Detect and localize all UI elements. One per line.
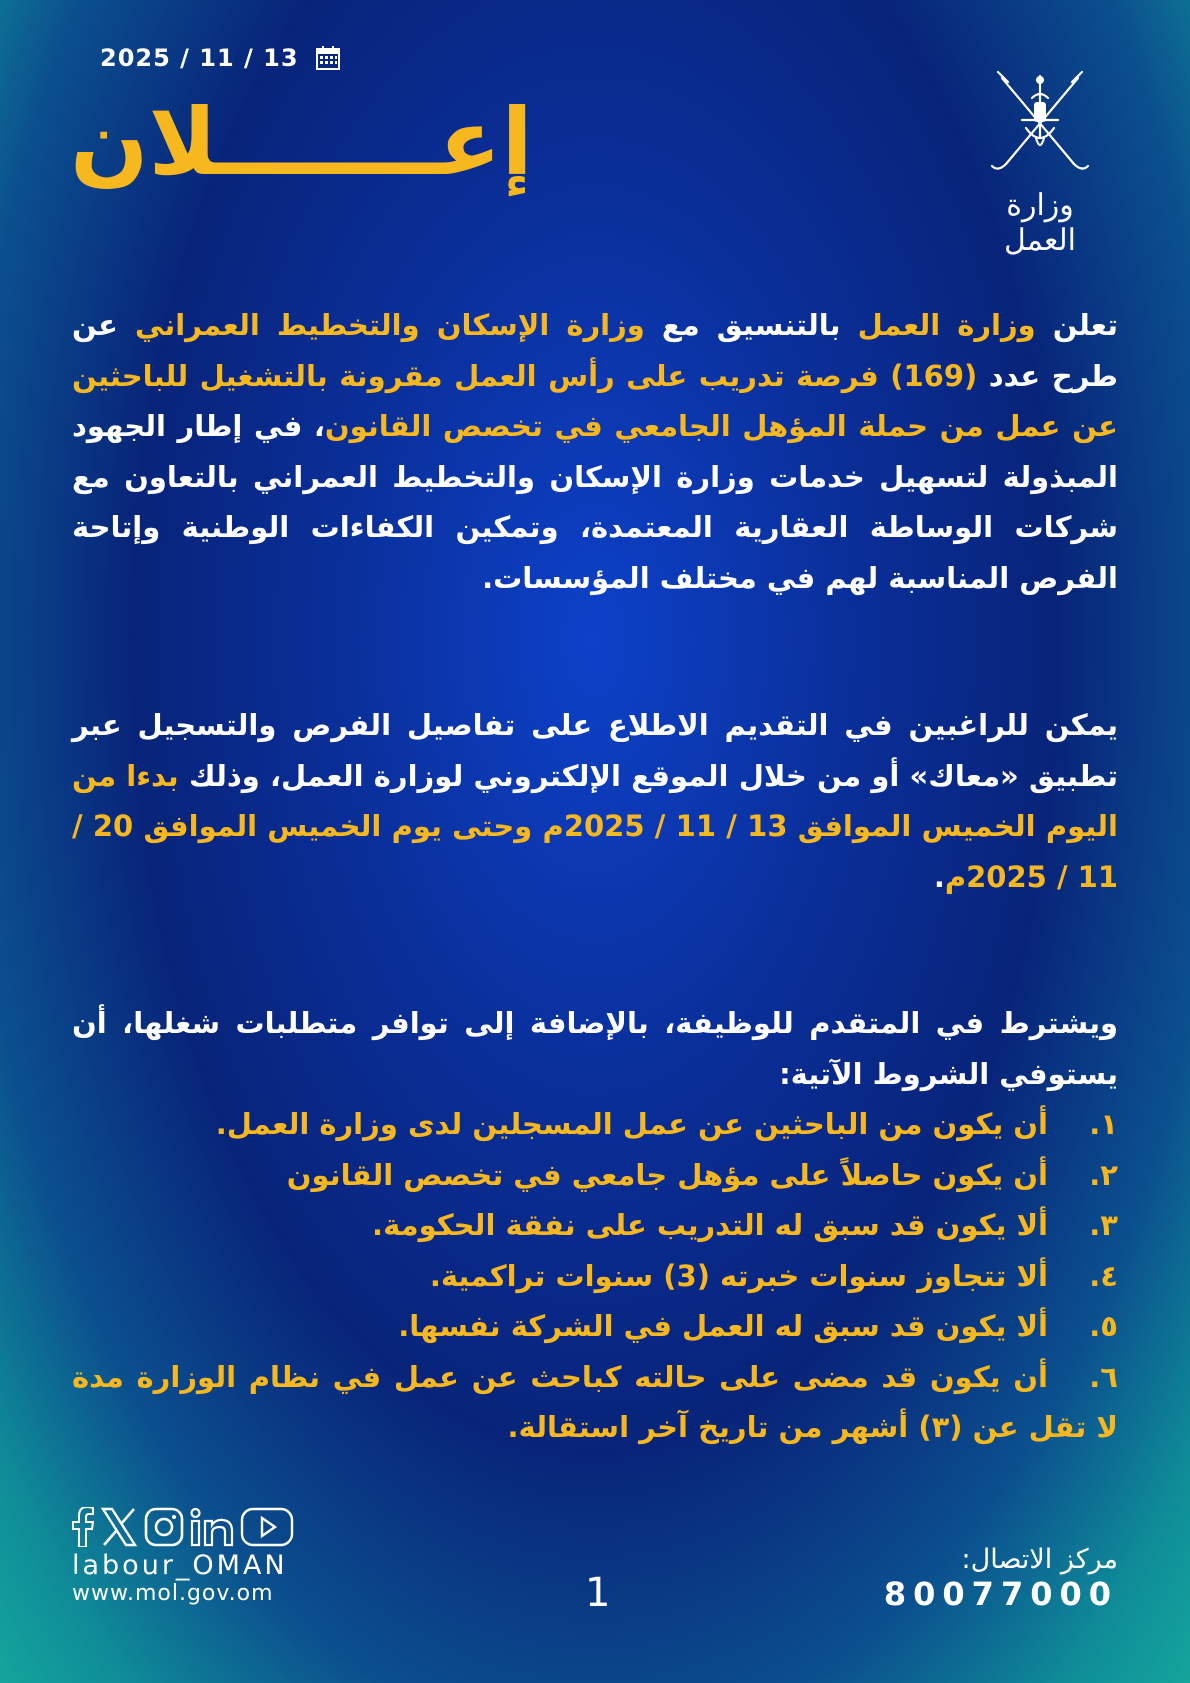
conditions-list <box>72 1099 1118 1453</box>
text-segment: ، في إطار الجهود المبذولة لتسهيل خدمات وزارة الإسكان والتخطيط العمراني بالتعاون مع شركات الوساطة العقارية المعتمدة، وتمكين الكفاءات الوطنية وإتاحة الفرص المناسبة لهم في مختلف المؤسسات. <box>72 409 1118 595</box>
list-item <box>72 1301 1118 1352</box>
highlight-dates: بدءا من اليوم الخميس الموافق 13 / 11 / 2025م وحتى يوم الخميس الموافق 20 / 11 / 2025م <box>72 758 1118 894</box>
highlight-ministry-housing: وزارة الإسكان والتخطيط العمراني <box>134 308 645 342</box>
list-item <box>72 1251 1118 1302</box>
ministry-logo-text: وزارة العمل <box>1003 188 1076 258</box>
text-segment: تعلن <box>1035 308 1118 342</box>
conditions-intro: ويشترط في المتقدم للوظيفة، بالإضافة إلى توافر متطلبات شغلها، أن يستوفي الشروط الآتية: <box>72 1006 1118 1091</box>
list-number: ٦. <box>1089 1359 1118 1394</box>
list-number: ٢. <box>1089 1157 1118 1192</box>
calendar-icon <box>315 45 341 71</box>
date-row <box>100 44 341 72</box>
call-center-label: مركز الاتصال: <box>961 1544 1118 1575</box>
page-number: 1 <box>585 1570 611 1616</box>
application-paragraph <box>72 700 1118 902</box>
social-icons <box>72 1506 294 1548</box>
linkedin-icon[interactable] <box>190 1507 234 1547</box>
list-number: ٣. <box>1089 1208 1118 1242</box>
social-footer <box>72 1506 294 1606</box>
list-item <box>72 1200 1118 1251</box>
list-item <box>72 1099 1118 1150</box>
text-segment: بالتنسيق مع <box>644 308 858 342</box>
list-item <box>72 1150 1118 1201</box>
call-center-number[interactable]: 80077000 <box>883 1575 1118 1613</box>
list-item <box>72 1352 1118 1453</box>
page-title: إعـــــــلان <box>70 89 533 196</box>
list-number: ١. <box>1089 1107 1118 1141</box>
youtube-icon[interactable] <box>240 1506 294 1548</box>
highlight-opportunities: (169) فرصة تدريب على رأس العمل مقرونة بالتشغيل للباحثين عن عمل من حملة المؤهل الجامعي في تخصص القانون <box>72 358 1118 443</box>
facebook-icon[interactable] <box>72 1507 94 1547</box>
ministry-logo <box>980 68 1100 258</box>
text-segment: . <box>933 859 945 894</box>
social-handle[interactable]: labour_OMAN <box>72 1550 288 1581</box>
list-text: ألا يكون قد سبق له العمل في الشركة نفسها. <box>398 1309 1048 1343</box>
website-link[interactable]: www.mol.gov.om <box>72 1581 274 1606</box>
list-number: ٥. <box>1089 1309 1118 1343</box>
announcement-date: 2025 / 11 / 13 <box>100 44 299 72</box>
text-segment: يمكن للراغبين في التقديم الاطلاع على تفاصيل الفرص والتسجيل عبر تطبيق «معاك» أو من خلال الموقع الإلكتروني لوزارة العمل، وذلك <box>72 708 1118 793</box>
list-text: أن يكون حاصلاً على مؤهل جامعي في تخصص القانون <box>286 1157 1048 1192</box>
conditions-section <box>72 998 1118 1453</box>
list-text: ألا تتجاوز سنوات خبرته (3) سنوات تراكمية. <box>429 1258 1048 1293</box>
text-segment: عن طرح عدد <box>72 308 1118 393</box>
x-icon[interactable] <box>100 1507 138 1547</box>
list-number: ٤. <box>1089 1258 1118 1293</box>
highlight-ministry-labour: وزارة العمل <box>857 308 1036 342</box>
list-text: ألا يكون قد سبق له التدريب على نفقة الحكومة. <box>372 1208 1048 1242</box>
instagram-icon[interactable] <box>144 1507 184 1547</box>
list-text: أن يكون من الباحثين عن عمل المسجلين لدى وزارة العمل. <box>215 1107 1048 1141</box>
list-text: أن يكون قد مضى على حالته كباحث عن عمل في نظام الوزارة مدة لا تقل عن (٣) أشهر من تاريخ آخر استقالة. <box>72 1359 1118 1444</box>
announcement-paragraph <box>72 300 1118 603</box>
call-center <box>884 1544 1118 1613</box>
oman-emblem-icon <box>986 68 1094 180</box>
